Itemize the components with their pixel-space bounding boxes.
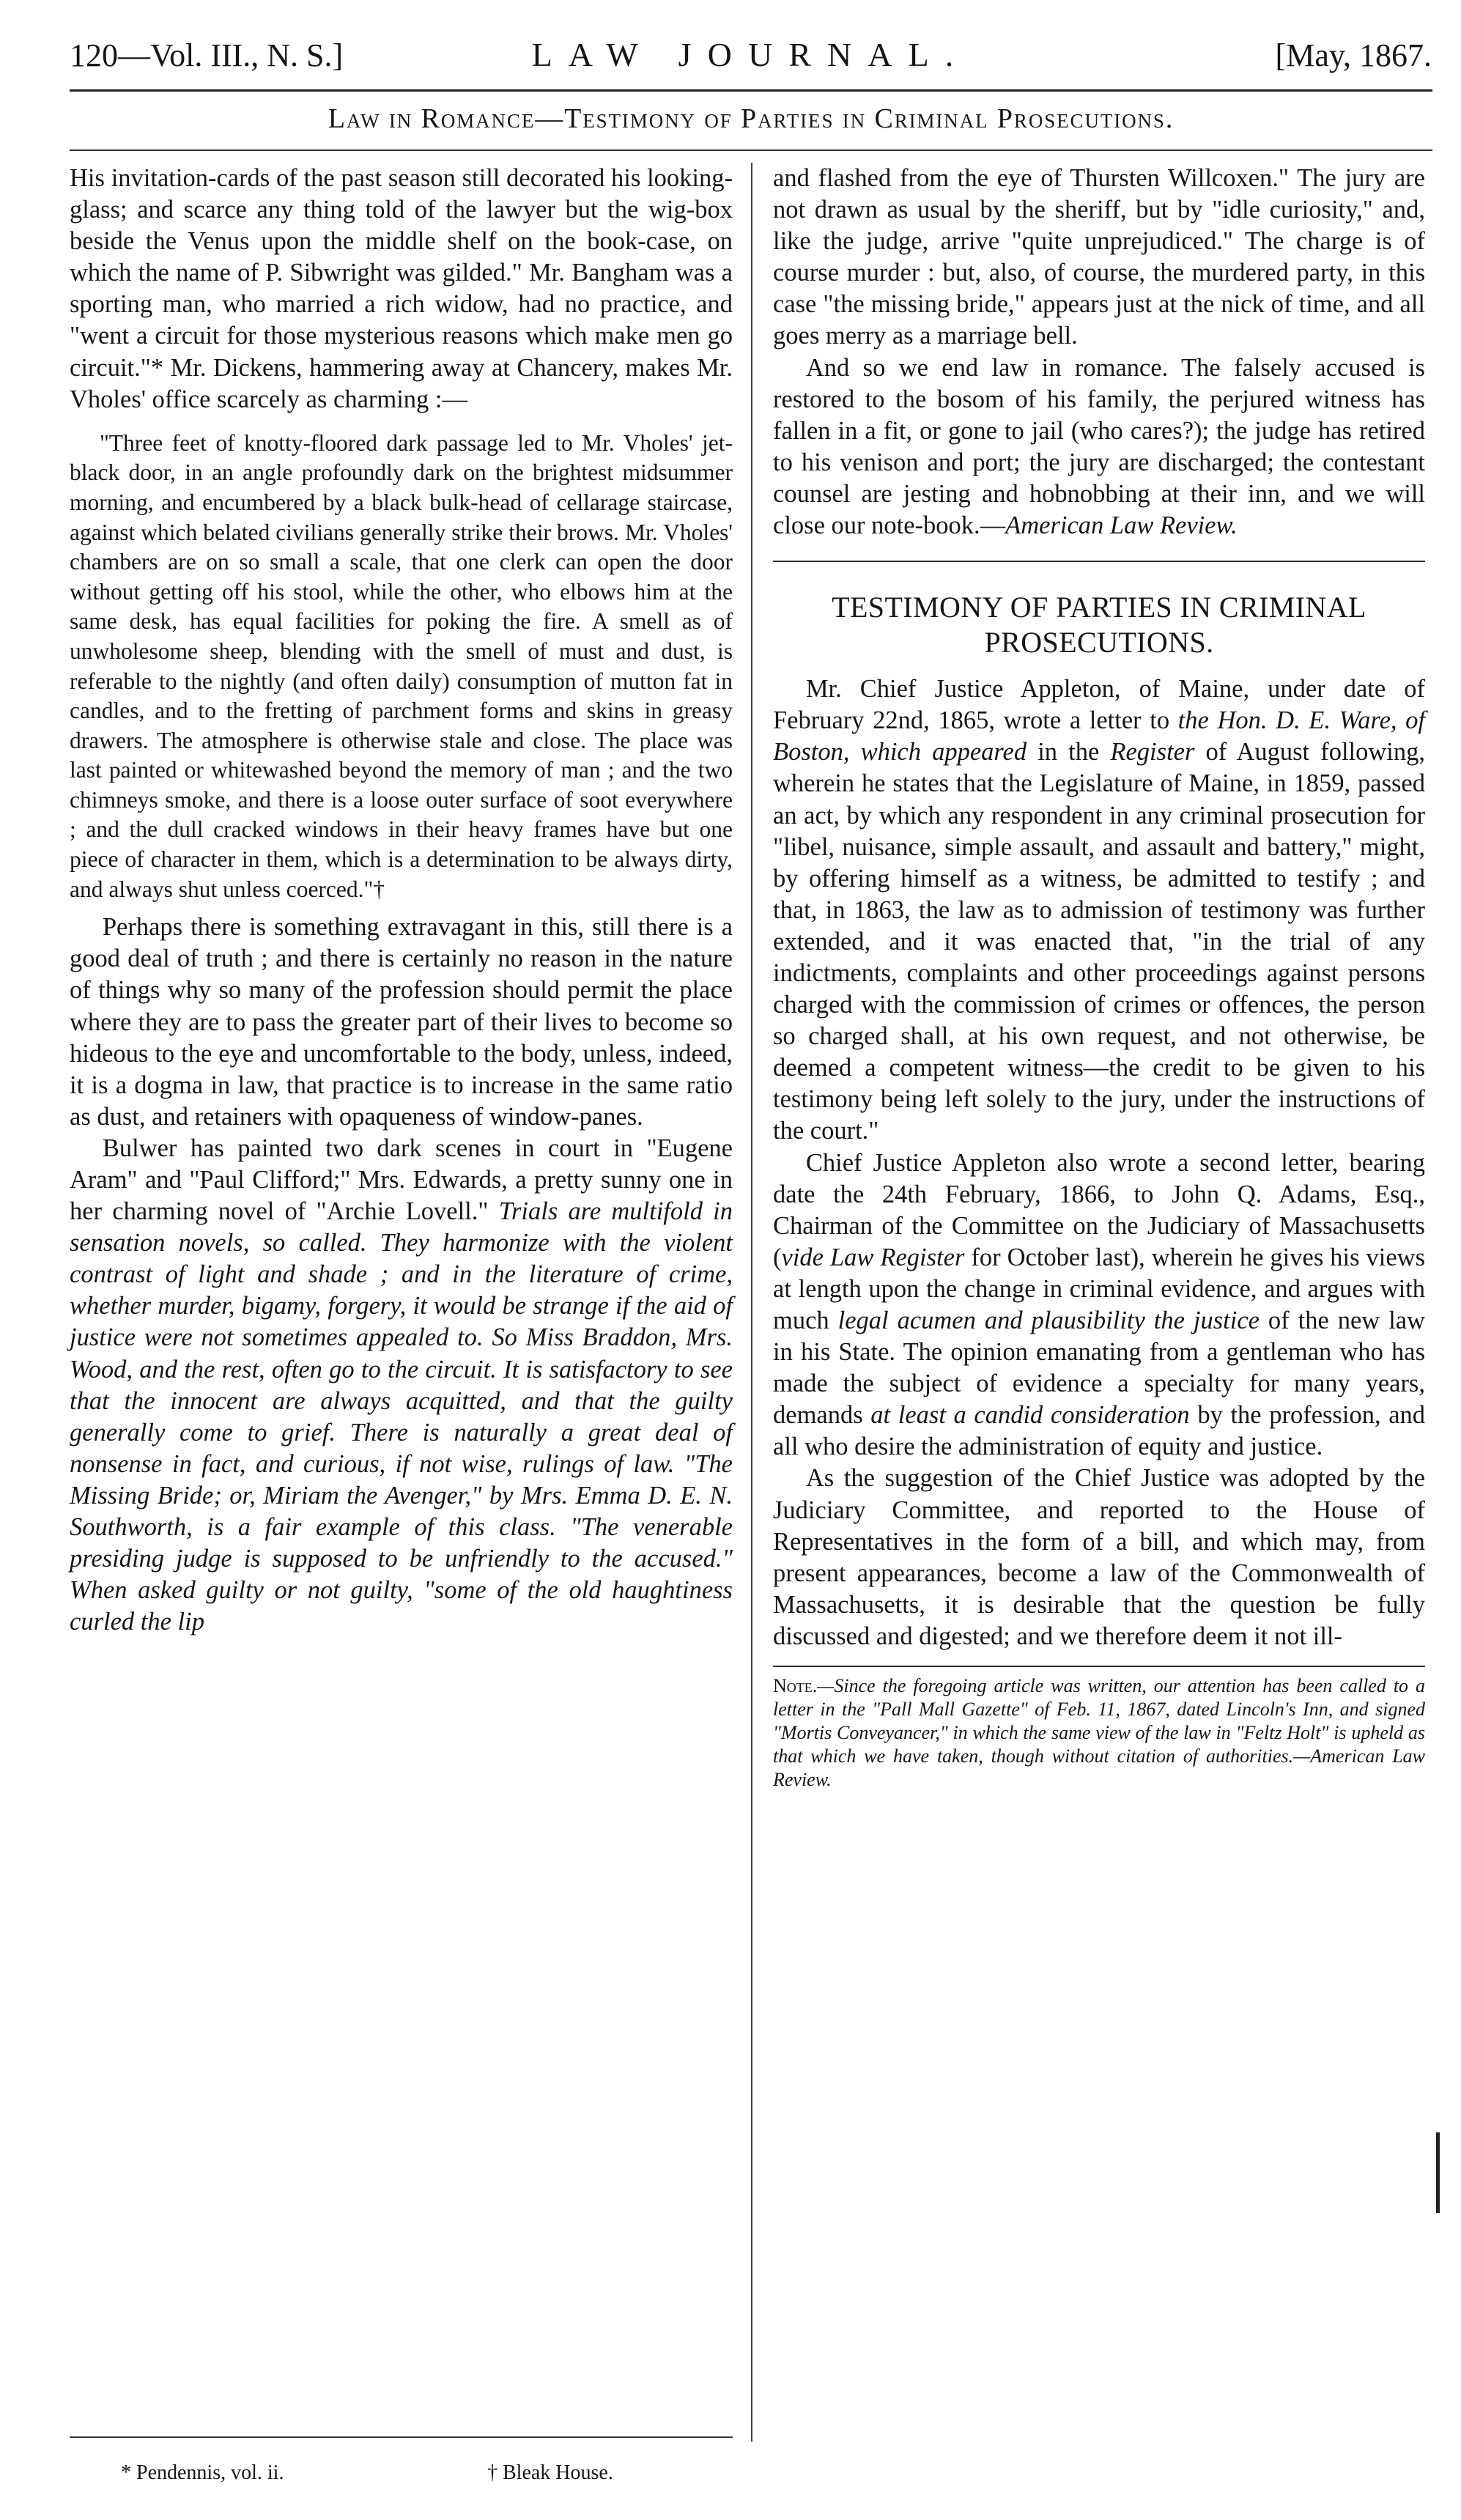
paragraph: His invitation-cards of the past season still decorated his looking-glass; and scarce any thing told of the lawyer but the wig-box beside the Venus upon the middle shelf on the book-case, on which the name of P. Sibwright was gilded." Mr. Bangham was a sporting man, who married a rich widow, had no practice, and "went a circuit for those mysterious reasons which make men go circuit."* Mr. Dickens, hammering away at Chancery, makes Mr. Vholes' office scarcely as charming :— <box>70 164 733 413</box>
paragraph: Perhaps there is something extravagant in this, still there is a good deal of truth ; and there is certainly no reason in the nature of things why so many of the profession should permit the place where they are to pass the greater part of their lives to become so hideous to the eye and uncomfortable to the body, unless, indeed, it is a dogma in law, that practice is to increase in the same ratio as dust, and retainers with opaqueness of window-panes. <box>70 913 733 1131</box>
margin-bracket <box>1436 2132 1440 2213</box>
editorial-note: Note.—Since the foregoing article was written, our attention has been called to a letter in the "Pall Mall Gazette" of Feb. 11, 1867, dated Lincoln's Inn, and signed "Mortis Conveyancer," in which the same view of the law in "Feltz Holt" is upheld as that which we have taken, though without citation of authorities.—American Law Review. <box>773 1666 1425 1792</box>
footnote: * Pendennis, vol. ii. <box>121 2461 284 2484</box>
section-subheader: Law in Romance—Testimony of Parties in Criminal Prosecutions. <box>328 103 1175 134</box>
footnotes <box>70 2436 733 2489</box>
header-journal-title: LAW JOURNAL. <box>531 36 970 73</box>
header-volume: 120—Vol. III., N. S.] <box>70 37 344 73</box>
column-divider <box>751 163 752 2442</box>
article-title: TESTIMONY OF PARTIES IN CRIMINAL PROSECUTIONS. <box>832 591 1366 659</box>
footnote: † Bleak House. <box>487 2461 613 2484</box>
paragraph: Chief Justice Appleton also wrote a second letter, bearing date the 24th February, 1866, to John Q. Adams, Esq., Chairman of the Committee on the Judiciary of Massachusetts (vide Law Register for October last), wherein he gives his views at length upon the change in criminal evidence, and argues with much legal acumen and plausibility the justice of the new law in his State. The opinion emanating from a gentleman who has made the subject of evidence a specialty for many years, demands at least a candid consideration by the profession, and all who desire the administration of equity and justice. <box>773 1148 1426 1461</box>
paragraph: Mr. Chief Justice Appleton, of Maine, under date of February 22nd, 1865, wrote a letter to the Hon. D. E. Ware, of Boston, which appeared in the Register of August following, wherein he states that the Legislature of Maine, in 1859, passed an act, by which any respondent in any criminal prosecution for "libel, nuisance, simple assault, and assault and battery," might, by offering himself as a witness, be admitted to testify ; and that, in 1863, the law as to admission of testimony was further extended, and it was enacted that, "in the trial of any indictments, complaints and other proceedings against persons charged with the commission of crimes or offences, the person so charged shall, at his own request, and not otherwise, be deemed a competent witness—the credit to be given to his testimony being left solely to the jury, under the instructions of the court." <box>773 675 1426 1145</box>
paragraph: As the suggestion of the Chief Justice was adopted by the Judiciary Committee, and reported to the House of Representatives in the form of a bill, and which may, from present appearances, become a law of the Commonwealth of Massachusetts, it is desirable that the question be fully discussed and digested; and we therefore deem it not ill- <box>773 1464 1425 1650</box>
paragraph: And so we end law in romance. The falsely accused is restored to the bosom of his family, the perjured witness has fallen in a fit, or gone to jail (who cares?); the judge has retired to his venison and port; the jury are discharged; the contestant counsel are jesting and hobnobbing at their inn, and we will close our note-book.—American Law Review. <box>773 353 1425 540</box>
running-header <box>70 29 1432 81</box>
left-column <box>70 163 733 1638</box>
paragraph: Bulwer has painted two dark scenes in court in "Eugene Aram" and "Paul Clifford;" Mrs. Edwards, a pretty sunny one in her charming novel of "Archie Lovell." Trials are multifold in sensation novels, so called. They harmonize with the violent contrast of light and shade ; and in the literature of crime, whether murder, bigamy, forgery, it would be strange if the aid of justice were not sometimes appealed to. So Miss Braddon, Mrs. Wood, and the rest, often go to the circuit. It is satisfactory to see that the innocent are always acquitted, and that the guilty generally come to grief. There is naturally a great deal of nonsense in fact, and curious, if not wise, rulings of law. "The Missing Bride; or, Miriam the Avenger," by Mrs. Emma D. E. N. Southworth, is a fair example of this class. "The venerable presiding judge is supposed to be unfriendly to the accused." When asked guilty or not guilty, "some of the old haughtiness curled the lip <box>70 1134 733 1636</box>
paragraph: and flashed from the eye of Thursten Willcoxen." The jury are not drawn as usual by the sheriff, but by "idle curiosity," and, like the judge, arrive "quite unprejudiced." The charge is of course murder : but, also, of course, the murdered party, in this case "the missing bride," appears just at the nick of time, and all goes merry as a marriage bell. <box>773 164 1425 350</box>
header-rule <box>70 89 1432 92</box>
header-date: [May, 1867. <box>1275 37 1432 73</box>
article-separator <box>773 561 1425 562</box>
block-quote: "Three feet of knotty-floored dark passage led to Mr. Vholes' jet-black door, in an angle profoundly dark on the brightest midsummer morning, and encumbered by a black bulk-head of cellarage staircase, against which belated civilians generally strike their brows. Mr. Vholes' chambers are on so small a scale, that one clerk can open the door without getting off his stool, while the other, who elbows him at the same desk, has equal facilities for poking the fire. A smell as of unwholesome sheep, blending with the smell of must and dust, is referable to the nightly (and often daily) consumption of mutton fat in candles, and to the fretting of parchment forms and skins in greasy drawers. The atmosphere is otherwise stale and close. The place was last painted or whitewashed beyond the memory of man ; and the two chimneys smoke, and there is a loose outer surface of soot everywhere ; and the dull cracked windows in their heavy frames have but one piece of character in them, which is a determination to be always dirty, and always shut unless coerced."† <box>70 429 733 902</box>
right-column <box>773 163 1425 1792</box>
subheader-rule <box>70 149 1432 151</box>
